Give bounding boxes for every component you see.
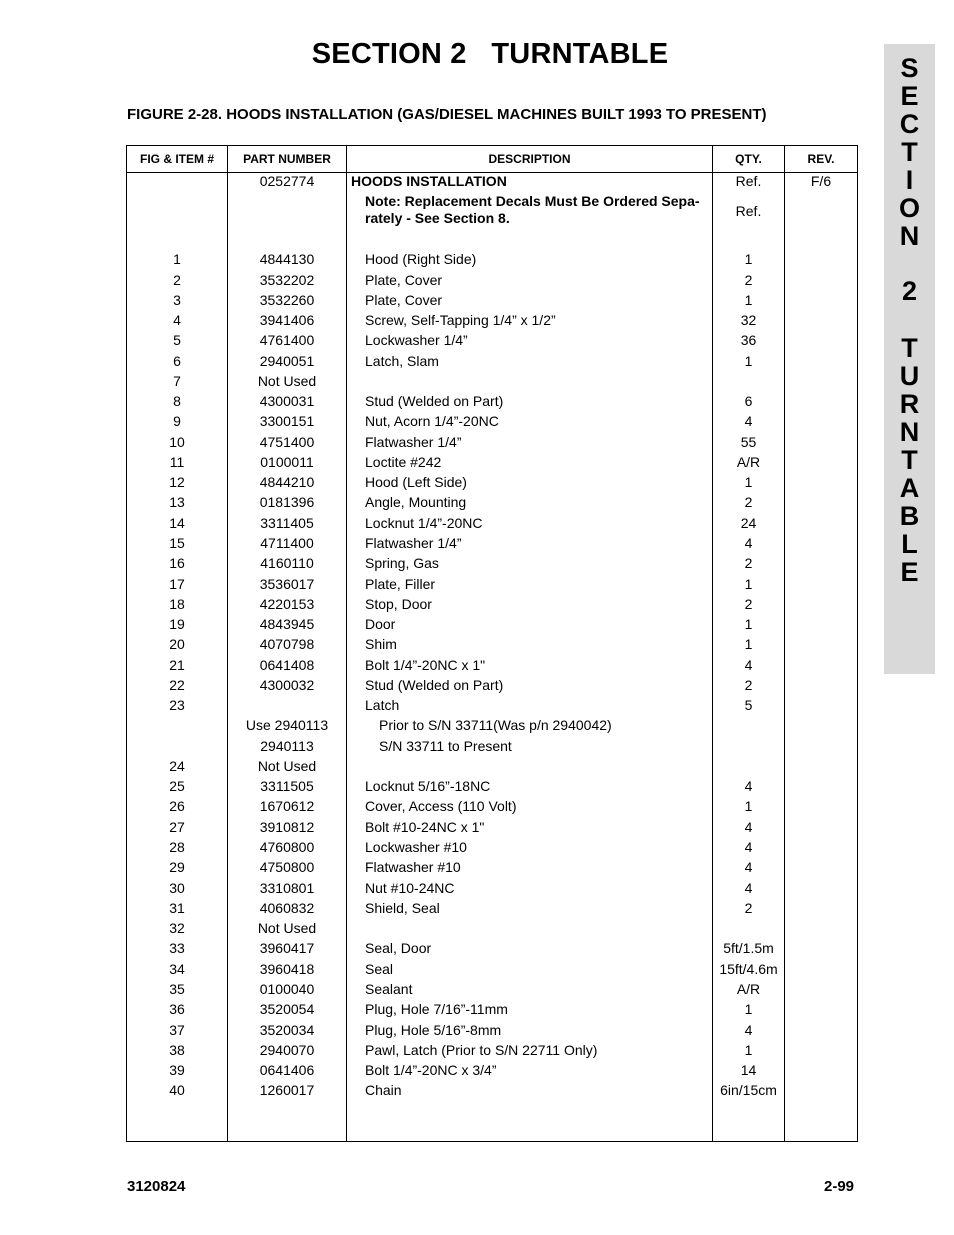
rev-cell: F/6	[810, 173, 832, 189]
qty-cell: 1	[744, 798, 753, 814]
item-number-cell: 31	[169, 900, 185, 916]
item-number-cell: 15	[169, 535, 185, 551]
qty-cell: 55	[740, 434, 757, 450]
description-cell: Stud (Welded on Part)	[365, 677, 504, 693]
column-divider	[346, 146, 347, 1141]
part-number-cell: 4711400	[260, 535, 314, 551]
qty-cell: 5ft/1.5m	[723, 940, 774, 956]
part-number-cell: 4070798	[259, 636, 315, 652]
description-cell: Plug, Hole 7/16”-11mm	[365, 1001, 508, 1017]
item-number-cell: 16	[169, 555, 185, 571]
description-cell: Lockwasher #10	[365, 839, 467, 855]
qty-cell: 1	[744, 1001, 753, 1017]
part-number-cell: 4844130	[259, 251, 315, 267]
description-cell: Flatwasher #10	[365, 859, 461, 875]
qty-cell: 4	[744, 535, 753, 551]
part-number-cell: 2940051	[259, 353, 315, 369]
qty-cell: 1	[744, 1042, 753, 1058]
description-cell: Pawl, Latch (Prior to S/N 22711 Only)	[365, 1042, 598, 1058]
side-tab-letter: A	[899, 473, 920, 503]
item-number-cell: 28	[169, 839, 185, 855]
section-title: SECTION 2 TURNTABLE	[311, 38, 669, 70]
part-number-cell: 4843945	[259, 616, 315, 632]
description-cell: Hood (Left Side)	[365, 474, 467, 490]
header-part-number: PART NUMBER	[243, 152, 331, 166]
part-number-cell: 0641406	[259, 1062, 315, 1078]
qty-cell: Ref.	[735, 173, 762, 189]
part-number-cell: 0100011	[260, 454, 314, 470]
side-tab-letter: E	[900, 81, 919, 111]
qty-cell: 1	[744, 474, 753, 490]
description-cell: Plate, Cover	[365, 292, 443, 308]
description-cell: Shim	[365, 636, 397, 652]
description-cell: Latch	[365, 697, 400, 713]
description-cell: Sealant	[365, 981, 413, 997]
qty-cell: 2	[744, 596, 753, 612]
part-number-cell: 2940070	[259, 1042, 315, 1058]
qty-cell: 4	[744, 778, 753, 794]
item-number-cell: 8	[173, 393, 181, 409]
part-number-cell: 3300151	[259, 413, 315, 429]
note-cell: Note: Replacement Decals Must Be Ordered Sepa-rately - See Section 8.	[365, 193, 700, 226]
item-number-cell: 33	[169, 940, 185, 956]
item-number-cell: 11	[169, 454, 185, 470]
part-number-cell: 4760800	[259, 839, 315, 855]
item-number-cell: 37	[169, 1022, 185, 1038]
description-cell: Prior to S/N 33711(Was p/n 2940042)	[379, 717, 612, 733]
description-cell: Plate, Cover	[365, 272, 443, 288]
item-number-cell: 30	[169, 880, 185, 896]
item-number-cell: 5	[173, 332, 181, 348]
part-number-cell: 3532260	[259, 292, 315, 308]
side-tab-letter: I	[905, 165, 914, 195]
part-number-cell: 0181396	[259, 494, 315, 510]
description-cell: Lockwasher 1/4”	[365, 332, 468, 348]
qty-cell: 36	[740, 332, 757, 348]
description-cell: Flatwasher 1/4”	[365, 434, 462, 450]
part-number-cell: 4750800	[259, 859, 315, 875]
item-number-cell: 34	[169, 961, 185, 977]
part-number-cell: 3960417	[259, 940, 315, 956]
item-number-cell: 13	[169, 494, 185, 510]
qty-cell: 1	[744, 576, 753, 592]
item-number-cell: 24	[169, 758, 185, 774]
qty-cell: 1	[744, 251, 753, 267]
qty-cell: 1	[744, 292, 753, 308]
side-tab-letter: B	[899, 501, 920, 531]
qty-cell: A/R	[736, 981, 761, 997]
side-tab-letter: T	[901, 333, 918, 363]
part-number-cell: 1670612	[259, 798, 315, 814]
side-tab-letter: E	[900, 557, 919, 587]
description-cell: Cover, Access (110 Volt)	[365, 798, 517, 814]
side-tab-letter: T	[901, 445, 918, 475]
part-number-cell: 3520054	[259, 1001, 315, 1017]
item-number-cell: 7	[173, 373, 181, 389]
side-tab-letter: L	[901, 529, 918, 559]
page-number: 2-99	[824, 1178, 855, 1195]
header-description: DESCRIPTION	[488, 152, 571, 166]
qty-cell: 24	[740, 515, 757, 531]
item-number-cell: 38	[169, 1042, 185, 1058]
item-number-cell: 19	[169, 616, 185, 632]
item-number-cell: 40	[169, 1082, 185, 1098]
item-number-cell: 20	[169, 636, 185, 652]
item-number-cell: 4	[173, 312, 181, 328]
description-cell: Angle, Mounting	[365, 494, 467, 510]
qty-cell: A/R	[736, 454, 761, 470]
part-number-cell: Not Used	[257, 373, 317, 389]
part-number-cell: 4844210	[259, 474, 315, 490]
part-number-cell: 0641408	[259, 657, 315, 673]
item-number-cell: 14	[169, 515, 185, 531]
item-number-cell: 39	[169, 1062, 185, 1078]
description-cell: Nut, Acorn 1/4”-20NC	[365, 413, 499, 429]
description-cell: Door	[365, 616, 396, 632]
description-cell: Hood (Right Side)	[365, 251, 477, 267]
item-number-cell: 25	[169, 778, 185, 794]
qty-cell: 1	[744, 353, 753, 369]
part-number-cell: 3910812	[259, 819, 315, 835]
item-number-cell: 21	[169, 657, 185, 673]
side-tab-letter: S	[900, 53, 919, 83]
description-cell: Locknut 1/4”-20NC	[365, 515, 483, 531]
description-cell: Spring, Gas	[365, 555, 439, 571]
description-cell: Plug, Hole 5/16”-8mm	[365, 1022, 502, 1038]
figure-title: FIGURE 2-28. HOODS INSTALLATION (GAS/DIESEL MACHINES BUILT 1993 TO PRESENT)	[127, 106, 767, 123]
description-cell: Seal, Door	[365, 940, 432, 956]
part-number-cell: 1260017	[259, 1082, 315, 1098]
qty-cell: 4	[744, 657, 753, 673]
part-number-cell: 4160110	[260, 555, 314, 571]
document-number: 3120824	[127, 1178, 186, 1195]
item-number-cell: 18	[169, 596, 185, 612]
qty-cell: 4	[744, 413, 753, 429]
qty-cell: 4	[744, 880, 753, 896]
qty-cell: 4	[744, 839, 753, 855]
column-divider	[784, 146, 785, 1141]
description-cell: Seal	[365, 961, 394, 977]
header-item: FIG & ITEM #	[139, 152, 214, 166]
part-number-cell: 3311405	[260, 515, 314, 531]
item-number-cell: 12	[169, 474, 185, 490]
part-number-cell: 0252774	[259, 173, 315, 189]
part-number-cell: 4220153	[259, 596, 315, 612]
side-tab-letter: C	[899, 109, 920, 139]
side-tab-letter: 2	[901, 276, 918, 306]
item-number-cell: 6	[173, 353, 181, 369]
description-cell: Bolt #10-24NC x 1"	[365, 819, 485, 835]
part-number-cell: 3310801	[259, 880, 315, 896]
part-number-cell: 3311505	[260, 778, 314, 794]
item-number-cell: 9	[173, 413, 181, 429]
header-rev: REV.	[807, 152, 835, 166]
qty-cell: 4	[744, 1022, 753, 1038]
item-number-cell: 22	[169, 677, 185, 693]
description-cell: Bolt 1/4”-20NC x 3/4”	[365, 1062, 497, 1078]
part-number-cell: 4300031	[259, 393, 315, 409]
qty-cell: 6	[744, 393, 753, 409]
description-cell: Chain	[365, 1082, 402, 1098]
side-tab-letter: O	[898, 193, 920, 223]
part-number-cell: 3532202	[259, 272, 315, 288]
section-side-tab	[884, 44, 935, 674]
part-number-cell: 4300032	[259, 677, 315, 693]
side-tab-letter: U	[899, 361, 920, 391]
qty-cell: 2	[744, 900, 753, 916]
description-cell: Screw, Self-Tapping 1/4” x 1/2”	[365, 312, 556, 328]
description-cell: Locknut 5/16”-18NC	[365, 778, 491, 794]
qty-cell: 2	[744, 677, 753, 693]
description-cell: S/N 33711 to Present	[379, 738, 512, 754]
part-number-cell: 3960418	[259, 961, 315, 977]
part-number-cell: 0100040	[259, 981, 315, 997]
part-number-cell: 4761400	[259, 332, 315, 348]
qty-cell: 2	[744, 494, 753, 510]
side-tab-letter: N	[899, 221, 920, 251]
part-number-cell: 4751400	[259, 434, 315, 450]
part-number-cell: Not Used	[257, 920, 317, 936]
item-number-cell: 27	[169, 819, 185, 835]
item-number-cell: 36	[169, 1001, 185, 1017]
qty-cell: 14	[740, 1062, 757, 1078]
qty-cell: 1	[744, 636, 753, 652]
description-cell: Flatwasher 1/4”	[365, 535, 462, 551]
description-cell: Latch, Slam	[365, 353, 439, 369]
qty-cell: 4	[744, 819, 753, 835]
part-number-cell: Use 2940113	[245, 717, 329, 733]
item-number-cell: 1	[173, 251, 181, 267]
qty-cell: 2	[744, 555, 753, 571]
side-tab-letter: N	[899, 417, 920, 447]
qty-cell: Ref.	[735, 203, 762, 219]
item-number-cell: 17	[169, 576, 185, 592]
description-cell: Nut #10-24NC	[365, 880, 455, 896]
part-number-cell: 4060832	[259, 900, 315, 916]
part-number-cell: 3536017	[259, 576, 315, 592]
qty-cell: 5	[744, 697, 753, 713]
qty-cell: 2	[744, 272, 753, 288]
description-cell: HOODS INSTALLATION	[351, 173, 507, 189]
description-cell: Stop, Door	[365, 596, 432, 612]
header-qty: QTY.	[735, 152, 762, 166]
description-cell: Plate, Filler	[365, 576, 436, 592]
qty-cell: 4	[744, 859, 753, 875]
description-cell: Shield, Seal	[365, 900, 440, 916]
description-cell: Stud (Welded on Part)	[365, 393, 504, 409]
qty-cell: 32	[740, 312, 757, 328]
item-number-cell: 29	[169, 859, 185, 875]
part-number-cell: Not Used	[257, 758, 317, 774]
description-cell: Bolt 1/4”-20NC x 1"	[365, 657, 486, 673]
part-number-cell: 2940113	[260, 738, 314, 754]
item-number-cell: 2	[173, 272, 181, 288]
qty-cell: 1	[744, 616, 753, 632]
description-cell: Loctite #242	[365, 454, 442, 470]
side-tab-letter: T	[901, 137, 918, 167]
parts-table	[126, 145, 858, 1142]
item-number-cell: 3	[173, 292, 181, 308]
item-number-cell: 10	[169, 434, 185, 450]
part-number-cell: 3520034	[259, 1022, 315, 1038]
qty-cell: 15ft/4.6m	[719, 961, 778, 977]
item-number-cell: 26	[169, 798, 185, 814]
side-tab-letter: R	[899, 389, 920, 419]
qty-cell: 6in/15cm	[720, 1082, 777, 1098]
item-number-cell: 23	[169, 697, 185, 713]
part-number-cell: 3941406	[259, 312, 315, 328]
item-number-cell: 35	[169, 981, 185, 997]
item-number-cell: 32	[169, 920, 185, 936]
